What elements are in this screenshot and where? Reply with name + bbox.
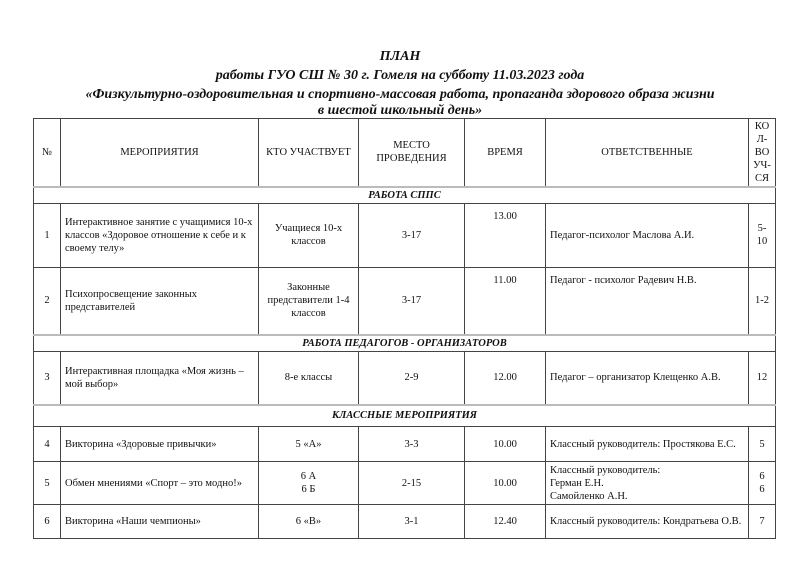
section-row <box>34 405 776 427</box>
responsible-cell: Педагог – организатор Клещенко А.В. <box>546 352 749 405</box>
participants-cell: Учащиеся 10-х классов <box>259 203 359 267</box>
participants-cell: 6 А 6 Б <box>259 462 359 505</box>
count-cell: 1-2 <box>749 267 776 335</box>
event-cell: Викторина «Наши чемпионы» <box>61 505 259 539</box>
event-cell: Обмен мнениями «Спорт – это модно!» <box>61 462 259 505</box>
section-title: КЛАССНЫЕ МЕРОПРИЯТИЯ <box>34 405 776 427</box>
col-header-count: КО Л- ВО УЧ- СЯ <box>749 119 776 187</box>
col-header-responsible: ОТВЕТСТВЕННЫЕ <box>546 119 749 187</box>
col-header-place: МЕСТО ПРОВЕДЕНИЯ <box>359 119 465 187</box>
table-row <box>34 427 776 462</box>
col-header-number: № <box>34 119 61 187</box>
responsible-cell: Классный руководитель: Кондратьева О.В. <box>546 505 749 539</box>
time-cell: 10.00 <box>465 462 546 505</box>
table-row <box>34 267 776 335</box>
count-cell: 12 <box>749 352 776 405</box>
place-cell: 3-17 <box>359 203 465 267</box>
count-cell: 7 <box>749 505 776 539</box>
document-theme: «Физкультурно-оздоровительная и спортивно-массовая работа, пропаганда здорового образа жизни <box>85 87 715 102</box>
section-row <box>34 187 776 204</box>
event-cell: Викторина «Здоровые привычки» <box>61 427 259 462</box>
section-title: РАБОТА СППС <box>34 187 776 204</box>
table-row <box>34 203 776 267</box>
place-cell: 2-15 <box>359 462 465 505</box>
responsible-cell: Педагог-психолог Маслова А.И. <box>546 203 749 267</box>
section-row <box>34 335 776 352</box>
responsible-cell: Классный руководитель: Герман Е.Н. Самойленко А.Н. <box>546 462 749 505</box>
header-row <box>34 119 776 187</box>
row-number: 1 <box>34 203 61 267</box>
place-cell: 3-1 <box>359 505 465 539</box>
time-cell: 11.00 <box>465 267 546 335</box>
responsible-cell: Педагог - психолог Радевич Н.В. <box>546 267 749 335</box>
place-cell: 3-17 <box>359 267 465 335</box>
time-cell: 13.00 <box>465 203 546 267</box>
participants-cell: Законные представители 1-4 классов <box>259 267 359 335</box>
place-cell: 2-9 <box>359 352 465 405</box>
time-cell: 12.00 <box>465 352 546 405</box>
participants-cell: 8-е классы <box>259 352 359 405</box>
col-header-who: КТО УЧАСТВУЕТ <box>259 119 359 187</box>
col-header-events: МЕРОПРИЯТИЯ <box>61 119 259 187</box>
time-cell: 12.40 <box>465 505 546 539</box>
table-row <box>34 462 776 505</box>
row-number: 6 <box>34 505 61 539</box>
place-cell: 3-3 <box>359 427 465 462</box>
row-number: 2 <box>34 267 61 335</box>
count-cell: 5-10 <box>749 203 776 267</box>
responsible-cell: Классный руководитель: Простякова Е.С. <box>546 427 749 462</box>
section-title: РАБОТА ПЕДАГОГОВ - ОРГАНИЗАТОРОВ <box>34 335 776 352</box>
event-cell: Психопросвещение законных представителей <box>61 267 259 335</box>
document-theme-cont: в шестой школьный день» <box>317 103 483 118</box>
time-cell: 10.00 <box>465 427 546 462</box>
col-header-time: ВРЕМЯ <box>465 119 546 187</box>
participants-cell: 6 «В» <box>259 505 359 539</box>
row-number: 4 <box>34 427 61 462</box>
table-row <box>34 505 776 539</box>
count-cell: 6 6 <box>749 462 776 505</box>
participants-cell: 5 «А» <box>259 427 359 462</box>
event-cell: Интерактивная площадка «Моя жизнь – мой выбор» <box>61 352 259 405</box>
event-cell: Интерактивное занятие с учащимися 10-х классов «Здоровое отношение к себе и к своему телу» <box>61 203 259 267</box>
document-title: ПЛАН <box>379 49 421 64</box>
row-number: 3 <box>34 352 61 405</box>
plan-table <box>33 118 776 539</box>
document-subtitle: работы ГУО СШ № 30 г. Гомеля на субботу 11.03.2023 года <box>215 68 585 83</box>
table-row <box>34 352 776 405</box>
count-cell: 5 <box>749 427 776 462</box>
row-number: 5 <box>34 462 61 505</box>
